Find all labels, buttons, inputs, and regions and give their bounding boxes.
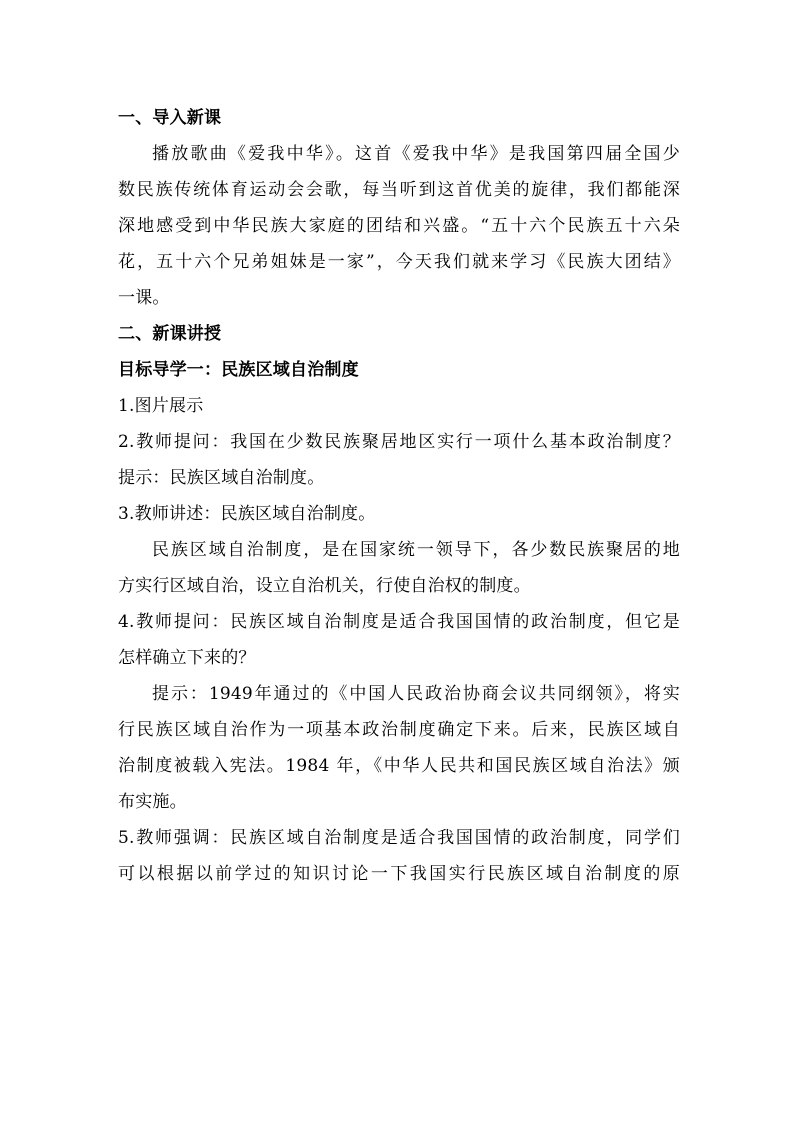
item-4-para-line-2: 行民族区域自治作为一项基本政治制度确定下来。后来，民族区域自: [118, 720, 680, 740]
intro-line-1: 播放歌曲《爱我中华》。这首《爱我中华》是我国第四届全国少: [152, 144, 680, 164]
item-2: [118, 424, 680, 496]
item-3-para-line-2: 方实行区域自治，设立自治机关，行使自治权的制度。: [118, 576, 531, 596]
intro-line-5: 一课。: [118, 288, 170, 308]
section-heading-intro: 一、导入新课: [118, 108, 222, 128]
intro-line-4: 花，五十六个兄弟姐妹是一家”，今天我们就来学习《民族大团结》: [118, 252, 680, 272]
item-4: [118, 604, 680, 676]
item-3-paragraph: [118, 532, 680, 604]
item-5: [118, 820, 680, 892]
item-2-line-2: 提示：民族区域自治制度。: [118, 468, 325, 488]
item-4-para-line-1: 提示：1949年通过的《中国人民政治协商会议共同纲领》，将实: [152, 684, 680, 704]
item-4-para-line-3: 治制度被载入宪法。1984 年，《中华人民共和国民族区域自治法》颁: [118, 756, 680, 776]
item-4-paragraph: [118, 676, 680, 820]
item-1: 1.图片展示: [118, 396, 204, 416]
item-5-line-2: 可以根据以前学过的知识讨论一下我国实行民族区域自治制度的原: [118, 864, 680, 884]
item-5-line-1: 5.教师强调：民族区域自治制度是适合我国国情的政治制度，同学们: [118, 828, 680, 848]
item-4-para-line-4: 布实施。: [118, 792, 187, 812]
intro-line-2: 数民族传统体育运动会会歌，每当听到这首优美的旋律，我们都能深: [118, 180, 680, 200]
item-4-line-1: 4.教师提问：民族区域自治制度是适合我国国情的政治制度，但它是: [118, 612, 680, 632]
document-page: [118, 100, 680, 892]
section-heading-new-lesson: 二、新课讲授: [118, 324, 222, 344]
intro-paragraph: [118, 136, 680, 316]
item-2-line-1: 2.教师提问：我国在少数民族聚居地区实行一项什么基本政治制度？: [118, 432, 680, 452]
item-3-para-line-1: 民族区域自治制度，是在国家统一领导下，各少数民族聚居的地: [152, 540, 680, 560]
goal-heading-1: 目标导学一：民族区域自治制度: [118, 360, 359, 380]
item-3: 3.教师讲述：民族区域自治制度。: [118, 504, 376, 524]
item-4-line-2: 怎样确立下来的？: [118, 648, 256, 668]
intro-line-3: 深地感受到中华民族大家庭的团结和兴盛。“五十六个民族五十六朵: [118, 216, 680, 236]
